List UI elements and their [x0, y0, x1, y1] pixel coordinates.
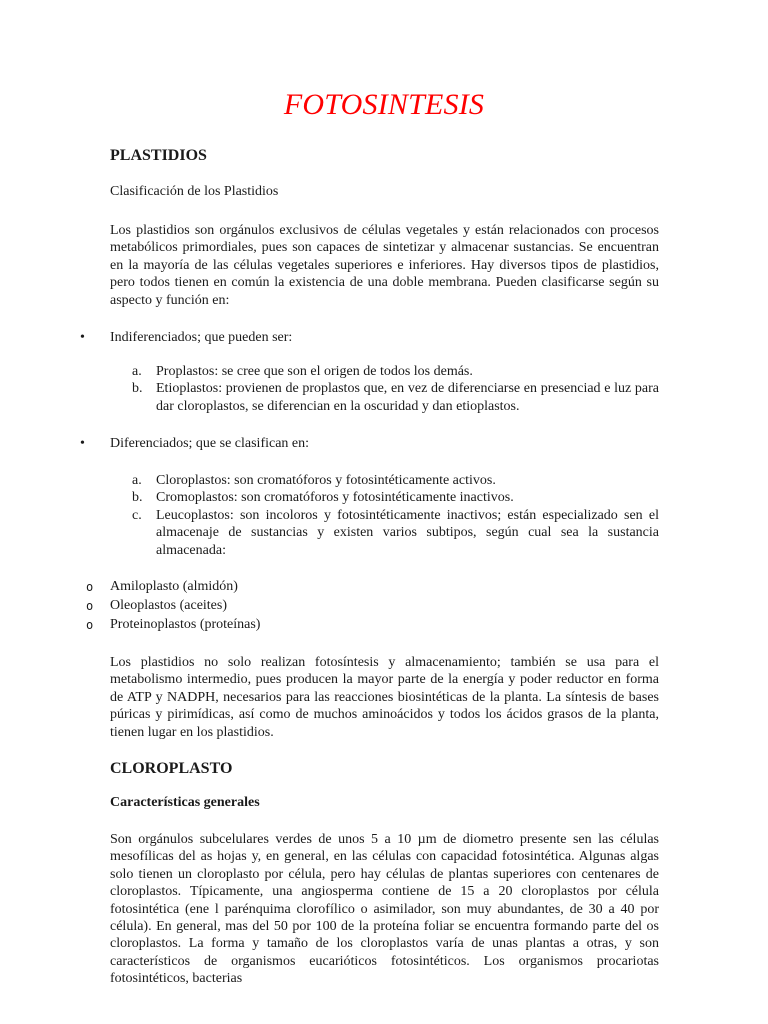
sublist-leucoplastos	[86, 578, 260, 634]
sublist-marker: o	[86, 598, 94, 613]
list-marker: b.	[132, 490, 143, 506]
list-item	[110, 507, 659, 559]
list-marker: c.	[132, 507, 142, 523]
sublist-marker: o	[86, 617, 94, 632]
sublist-item	[86, 616, 260, 635]
sublist-item	[86, 597, 260, 616]
heading-plastidios: PLASTIDIOS	[110, 147, 207, 164]
bullet-dot: •	[80, 330, 85, 345]
list-item-text: Proplastos: se cree que son el origen de todos los demás.	[156, 364, 473, 379]
list-item-text: Cloroplastos: son cromatóforos y fotosintéticamente activos.	[156, 473, 496, 488]
bullet-text: Diferenciados; que se clasifican en:	[110, 436, 310, 451]
subtitle-clasificacion: Clasificación de los Plastidios	[110, 184, 279, 199]
list-indiferenciados	[110, 363, 659, 415]
list-item	[110, 472, 659, 489]
sublist-item	[86, 578, 260, 597]
list-item-text: Leucoplastos: son incoloros y fotosintéticamente inactivos; están especializado sen el almacenaje de sustancias y existen varios subtipos, según cual sea la sustancia almacenada:	[156, 507, 659, 558]
list-marker: a.	[132, 473, 142, 488]
list-item	[110, 363, 659, 380]
subheading-caracteristicas: Características generales	[110, 795, 260, 810]
sublist-item-text: Amiloplasto (almidón)	[110, 579, 238, 594]
document-title: FOTOSINTESIS	[283, 88, 485, 121]
list-item-text: Cromoplastos: son cromatóforos y fotosintéticamente inactivos.	[156, 490, 514, 506]
paragraph-metabolismo: Los plastidios no solo realizan fotosíntesis y almacenamiento; también se usa para el metabolismo intermedio, pues producen la mayor parte de la energía y poder reductor en forma de ATP y NADPH, necesarios para las reacciones biosintéticas de la planta. La síntesis de bases púricas y pirimídicas, así como de muchos aminoácidos y todos los ácidos grasos de la planta, tienen lugar en los plastidios.	[110, 655, 659, 740]
bullet-text: Indiferenciados; que pueden ser:	[110, 330, 293, 345]
paragraph-intro: Los plastidios son orgánulos exclusivos de células vegetales y están relacionados con procesos metabólicos primordiales, pues son capaces de sintetizar y almacenar sustancias. Se encuentran en la mayoría de las células vegetales superiores e inferiores. Hay diversos tipos de plastidios, pero todos tienen en común la existencia de una doble membrana. Pueden clasificarse según su aspecto y función en:	[110, 223, 659, 308]
list-diferenciados	[110, 472, 659, 559]
list-item	[110, 489, 659, 506]
list-marker: a.	[132, 364, 142, 379]
list-marker: b.	[132, 381, 143, 397]
list-item	[110, 380, 659, 415]
sublist-item-text: Oleoplastos (aceites)	[110, 597, 228, 613]
bullet-dot: •	[80, 436, 85, 451]
sublist-marker: o	[86, 580, 94, 594]
paragraph-cloroplasto-body: Son orgánulos subcelulares verdes de unos 5 a 10 µm de diometro presente sen las células mesofílicas del as hojas y, en general, en las células con capacidad fotosintética. Algunas algas solo tienen un cloroplasto por célula, pero hay células de plantas superiores con centenares de cloroplastos. Típicamente, una angiosperma contiene de 15 a 20 cloroplastos por célula fotosintética (ene l parénquima clorofílico o asimilador, son muy abundantes, de 30 a 40 por célula). En general, mas del 50 por 100 de la proteína foliar se encuentra formando parte del os cloroplastos. La forma y tamaño de los cloroplastos varía de unas plantas a otras, y son característicos de organismos eucarióticos fotosintéticos. Los organismos procariotas fotosintéticos, bacterias	[110, 832, 659, 987]
heading-cloroplasto: CLOROPLASTO	[110, 760, 233, 777]
list-item-text: Etioplastos: provienen de proplastos que, en vez de diferenciarse en presenciad e luz para dar cloroplastos, se diferencian en la oscuridad y dan etioplastos.	[156, 381, 659, 414]
sublist-item-text: Proteinoplastos (proteínas)	[110, 616, 261, 632]
